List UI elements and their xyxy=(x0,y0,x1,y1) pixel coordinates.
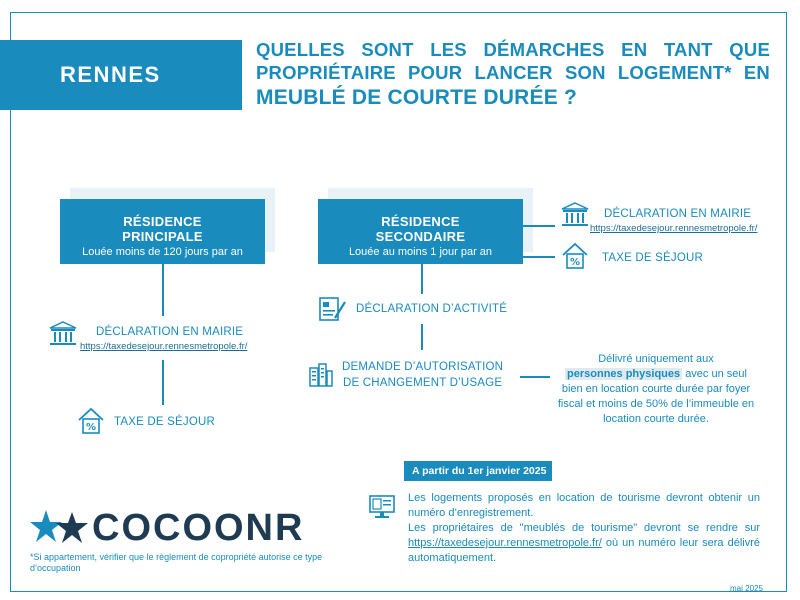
autorisation-line-2: DE CHANGEMENT D’USAGE xyxy=(342,377,503,389)
connector-line xyxy=(421,324,423,350)
principale-title-1: RÉSIDENCE xyxy=(123,214,202,229)
info-paragraph-2 xyxy=(408,521,760,566)
secondaire-activite-title: DÉCLARATION D’ACTIVITÉ xyxy=(356,303,508,315)
date-tag: A partir du 1er janvier 2025 xyxy=(404,461,552,481)
secondaire-subtitle: Louée au moins 1 jour par an xyxy=(348,246,493,258)
secondaire-taxe-title: TAXE DE SÉJOUR xyxy=(602,252,703,264)
autorisation-line-1: DEMANDE D’AUTORISATION xyxy=(342,361,504,373)
connector-line xyxy=(162,360,164,405)
footer-date: mai 2025 xyxy=(730,584,763,593)
connector-line xyxy=(523,256,555,258)
secondaire-declaration-link[interactable]: https://taxedesejour.rennesmetropole.fr/ xyxy=(590,223,758,234)
footnote: *Si appartement, vérifier que le règlement de copropriété autorise ce type d’occupation xyxy=(30,552,323,573)
connector-line xyxy=(520,376,550,378)
svg-text:%: % xyxy=(569,257,581,268)
principale-taxe-title: TAXE DE SÉJOUR xyxy=(114,416,215,428)
town-hall-icon xyxy=(49,321,77,347)
info-paragraph-1: Les logements proposés en location de tourisme devront obtenir un numéro d’enregistrement. xyxy=(408,492,760,519)
note-highlight: personnes physiques xyxy=(567,368,681,380)
title-line-3: MEUBLÉ DE COURTE DURÉE ? xyxy=(256,86,577,109)
info-link[interactable]: https://taxedesejour.rennesmetropole.fr/ xyxy=(408,537,602,549)
info-text xyxy=(408,491,760,566)
info-para2-before: Les propriétaires de "meublés de tourisme" devront se rendre sur xyxy=(408,522,760,534)
secondaire-title-1: RÉSIDENCE xyxy=(381,214,460,229)
town-hall-icon xyxy=(561,202,589,228)
autorisation-note xyxy=(556,352,756,427)
note-after: avec un seul bien en location courte durée par foyer fiscal et moins de 50% de l’immeuble en location courte durée. xyxy=(557,368,755,425)
house-percent-icon xyxy=(77,407,105,435)
principale-subtitle: Louée moins de 120 jours par an xyxy=(82,246,243,258)
page-title xyxy=(256,38,770,109)
principale-title-2: PRINCIPALE xyxy=(122,229,203,244)
city-banner xyxy=(0,40,242,110)
principale-box xyxy=(60,199,265,264)
principale-declaration-link[interactable]: https://taxedesejour.rennesmetropole.fr/ xyxy=(80,341,248,352)
info-para2-after: où un numéro leur sera délivré automatiquement. xyxy=(408,537,760,564)
city-name: RENNES xyxy=(60,62,161,87)
secondaire-box xyxy=(318,199,523,264)
connector-line xyxy=(523,225,555,227)
principale-declaration-title: DÉCLARATION EN MAIRIE xyxy=(96,326,244,338)
secondaire-autorisation-title xyxy=(342,359,503,391)
secondaire-title-2: SECONDAIRE xyxy=(375,229,466,244)
logo-stars-icon xyxy=(28,506,90,548)
house-percent-icon xyxy=(561,242,589,270)
computer-icon xyxy=(368,494,396,520)
title-line-1: QUELLES SONT LES DÉMARCHES EN TANT QUE xyxy=(256,39,770,60)
connector-line xyxy=(162,264,164,316)
title-line-2: PROPRIÉTAIRE POUR LANCER SON LOGEMENT* EN xyxy=(256,62,770,83)
note-before: Délivré uniquement aux xyxy=(598,353,714,365)
svg-text:%: % xyxy=(85,422,97,433)
buildings-icon xyxy=(308,362,334,388)
secondaire-declaration-title: DÉCLARATION EN MAIRIE xyxy=(604,208,752,220)
connector-line xyxy=(421,264,423,294)
document-sign-icon xyxy=(318,296,348,322)
logo-wordmark: COCOONR xyxy=(92,507,305,549)
